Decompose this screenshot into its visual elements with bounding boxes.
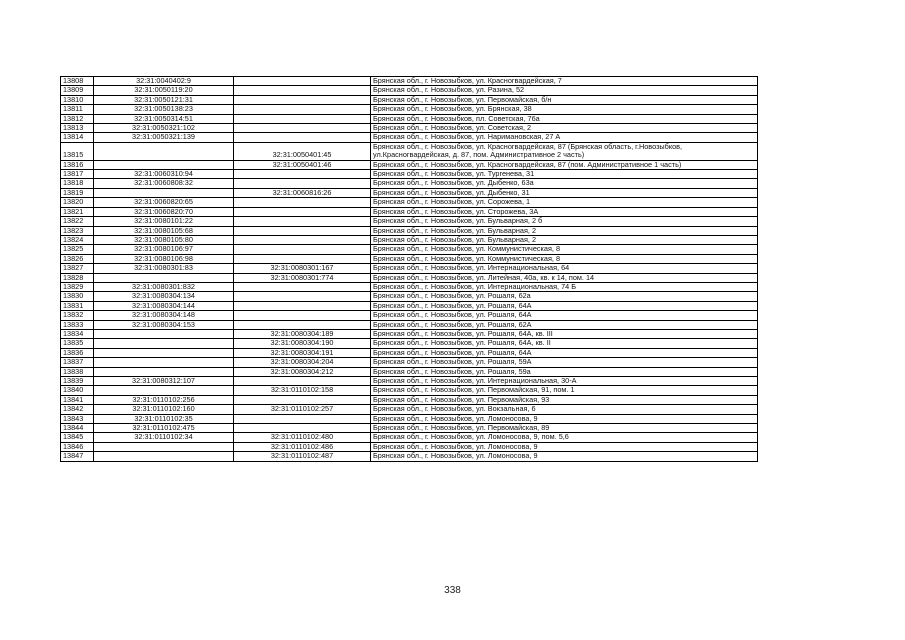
address-cell: Брянская обл., г. Новозыбков, ул. Рошаля, 64А bbox=[371, 311, 758, 320]
address-cell: Брянская обл., г. Новозыбков, ул. Литейная, 40а, кв. к 14, пом. 14 bbox=[371, 273, 758, 282]
cadastral-number-cell: 32:31:0040402:9 bbox=[94, 77, 234, 86]
address-cell: Брянская обл., г. Новозыбков, ул. Рошаля, 59А bbox=[371, 358, 758, 367]
address-cell: Брянская обл., г. Новозыбков, ул. Рошаля, 62а bbox=[371, 292, 758, 301]
cadastral-number-cell: 32:31:0110102:34 bbox=[94, 433, 234, 442]
cadastral-number-cell: 32:31:0050314:51 bbox=[94, 114, 234, 123]
table-row bbox=[61, 358, 758, 367]
address-cell: Брянская обл., г. Новозыбков, ул. Интернациональная, 30-А bbox=[371, 377, 758, 386]
address-cell: Брянская обл., г. Новозыбков, ул. Интернациональная, 64 bbox=[371, 264, 758, 273]
new-cadastral-number-cell: 32:31:0080304:189 bbox=[234, 329, 371, 338]
table-row bbox=[61, 301, 758, 310]
new-cadastral-number-cell bbox=[234, 217, 371, 226]
table-row bbox=[61, 348, 758, 357]
address-cell: Брянская обл., г. Новозыбков, ул. Сорожева, 1 bbox=[371, 198, 758, 207]
table-row bbox=[61, 217, 758, 226]
address-cell: Брянская обл., г. Новозыбков, ул. Бульварная, 2 bbox=[371, 235, 758, 244]
row-number-cell: 13817 bbox=[61, 170, 94, 179]
new-cadastral-number-cell bbox=[234, 226, 371, 235]
address-cell: Брянская обл., г. Новозыбков, ул. Красногвардейская, 87 (пом. Административное 1 часть) bbox=[371, 160, 758, 169]
row-number-cell: 13838 bbox=[61, 367, 94, 376]
row-number-cell: 13835 bbox=[61, 339, 94, 348]
cadastral-number-cell: 32:31:0050138:23 bbox=[94, 105, 234, 114]
new-cadastral-number-cell bbox=[234, 414, 371, 423]
cadastral-number-cell bbox=[94, 273, 234, 282]
table-row bbox=[61, 254, 758, 263]
row-number-cell: 13844 bbox=[61, 424, 94, 433]
new-cadastral-number-cell bbox=[234, 170, 371, 179]
new-cadastral-number-cell bbox=[234, 301, 371, 310]
address-cell: Брянская обл., г. Новозыбков, ул. Рошаля, 62А bbox=[371, 320, 758, 329]
address-cell: Брянская обл., г. Новозыбков, ул. Рошаля, 64А bbox=[371, 301, 758, 310]
table-row bbox=[61, 124, 758, 133]
row-number-cell: 13830 bbox=[61, 292, 94, 301]
row-number-cell: 13833 bbox=[61, 320, 94, 329]
address-cell: Брянская обл., г. Новозыбков, ул. Ломоносова, 9 bbox=[371, 442, 758, 451]
table-row bbox=[61, 377, 758, 386]
address-cell: Брянская обл., г. Новозыбков, ул. Первомайская, 89 bbox=[371, 424, 758, 433]
cadastral-number-cell: 32:31:0080101:22 bbox=[94, 217, 234, 226]
table-row bbox=[61, 320, 758, 329]
new-cadastral-number-cell: 32:31:0080304:212 bbox=[234, 367, 371, 376]
new-cadastral-number-cell bbox=[234, 320, 371, 329]
cadastral-number-cell: 32:31:0110102:256 bbox=[94, 395, 234, 404]
new-cadastral-number-cell: 32:31:0110102:480 bbox=[234, 433, 371, 442]
row-number-cell: 13841 bbox=[61, 395, 94, 404]
new-cadastral-number-cell: 32:31:0110102:257 bbox=[234, 405, 371, 414]
row-number-cell: 13825 bbox=[61, 245, 94, 254]
address-cell: Брянская обл., г. Новозыбков, ул. Коммунистическая, 8 bbox=[371, 254, 758, 263]
row-number-cell: 13810 bbox=[61, 95, 94, 104]
row-number-cell: 13843 bbox=[61, 414, 94, 423]
address-cell: Брянская обл., г. Новозыбков, ул. Сторожева, 3А bbox=[371, 207, 758, 216]
table-row bbox=[61, 273, 758, 282]
row-number-cell: 13808 bbox=[61, 77, 94, 86]
cadastral-number-cell: 32:31:0110102:475 bbox=[94, 424, 234, 433]
cadastral-number-cell: 32:31:0080312:107 bbox=[94, 377, 234, 386]
cadastral-number-cell bbox=[94, 339, 234, 348]
new-cadastral-number-cell: 32:31:0050401:45 bbox=[234, 142, 371, 160]
row-number-cell: 13842 bbox=[61, 405, 94, 414]
table-row bbox=[61, 367, 758, 376]
row-number-cell: 13813 bbox=[61, 124, 94, 133]
new-cadastral-number-cell bbox=[234, 114, 371, 123]
register-table-body bbox=[61, 77, 758, 462]
address-cell: Брянская обл., г. Новозыбков, ул. Рошаля, 59а bbox=[371, 367, 758, 376]
table-row bbox=[61, 198, 758, 207]
row-number-cell: 13840 bbox=[61, 386, 94, 395]
cadastral-number-cell: 32:31:0080301:832 bbox=[94, 282, 234, 291]
table-row bbox=[61, 264, 758, 273]
cadastral-number-cell bbox=[94, 452, 234, 461]
cadastral-number-cell bbox=[94, 367, 234, 376]
new-cadastral-number-cell: 32:31:0110102:487 bbox=[234, 452, 371, 461]
address-cell: Брянская обл., г. Новозыбков, ул. Интернациональная, 74 Б bbox=[371, 282, 758, 291]
new-cadastral-number-cell bbox=[234, 207, 371, 216]
table-row bbox=[61, 292, 758, 301]
address-cell: Брянская обл., г. Новозыбков, ул. Коммунистическая, 8 bbox=[371, 245, 758, 254]
row-number-cell: 13819 bbox=[61, 188, 94, 197]
row-number-cell: 13809 bbox=[61, 86, 94, 95]
row-number-cell: 13811 bbox=[61, 105, 94, 114]
new-cadastral-number-cell bbox=[234, 282, 371, 291]
table-row bbox=[61, 188, 758, 197]
table-row bbox=[61, 339, 758, 348]
address-cell: Брянская обл., г. Новозыбков, ул. Дыбенко, 63а bbox=[371, 179, 758, 188]
table-row bbox=[61, 170, 758, 179]
row-number-cell: 13822 bbox=[61, 217, 94, 226]
row-number-cell: 13812 bbox=[61, 114, 94, 123]
cadastral-number-cell: 32:31:0060820:70 bbox=[94, 207, 234, 216]
new-cadastral-number-cell: 32:31:0050401:46 bbox=[234, 160, 371, 169]
address-cell: Брянская обл., г. Новозыбков, ул. Первомайская, 93 bbox=[371, 395, 758, 404]
cadastral-number-cell: 32:31:0080304:148 bbox=[94, 311, 234, 320]
address-cell: Брянская обл., г. Новозыбков, ул. Бульварная, 2 б bbox=[371, 217, 758, 226]
address-cell: Брянская обл., г. Новозыбков, ул. Первомайская, б/н bbox=[371, 95, 758, 104]
address-cell: Брянская обл., г. Новозыбков, пл. Советская, 76а bbox=[371, 114, 758, 123]
new-cadastral-number-cell bbox=[234, 77, 371, 86]
row-number-cell: 13820 bbox=[61, 198, 94, 207]
row-number-cell: 13821 bbox=[61, 207, 94, 216]
new-cadastral-number-cell bbox=[234, 95, 371, 104]
row-number-cell: 13836 bbox=[61, 348, 94, 357]
table-row bbox=[61, 86, 758, 95]
cadastral-number-cell: 32:31:0080105:68 bbox=[94, 226, 234, 235]
address-cell: Брянская обл., г. Новозыбков, ул. Разина, 52 bbox=[371, 86, 758, 95]
new-cadastral-number-cell bbox=[234, 86, 371, 95]
cadastral-number-cell: 32:31:0060808:32 bbox=[94, 179, 234, 188]
table-row bbox=[61, 395, 758, 404]
address-cell: Брянская обл., г. Новозыбков, ул. Рошаля, 64А bbox=[371, 348, 758, 357]
row-number-cell: 13816 bbox=[61, 160, 94, 169]
table-row bbox=[61, 442, 758, 451]
page-number: 338 bbox=[444, 585, 461, 596]
cadastral-number-cell: 32:31:0080105:80 bbox=[94, 235, 234, 244]
row-number-cell: 13831 bbox=[61, 301, 94, 310]
row-number-cell: 13845 bbox=[61, 433, 94, 442]
new-cadastral-number-cell bbox=[234, 395, 371, 404]
address-cell: Брянская обл., г. Новозыбков, ул. Ломоносова, 9 bbox=[371, 452, 758, 461]
cadastral-number-cell bbox=[94, 160, 234, 169]
row-number-cell: 13829 bbox=[61, 282, 94, 291]
address-cell: Брянская обл., г. Новозыбков, ул. Дыбенко, 31 bbox=[371, 188, 758, 197]
new-cadastral-number-cell bbox=[234, 254, 371, 263]
address-cell: Брянская обл., г. Новозыбков, ул. Первомайская, 91, пом. 1 bbox=[371, 386, 758, 395]
table-row bbox=[61, 114, 758, 123]
property-register-table bbox=[60, 76, 758, 462]
table-row bbox=[61, 452, 758, 461]
new-cadastral-number-cell: 32:31:0080301:774 bbox=[234, 273, 371, 282]
row-number-cell: 13826 bbox=[61, 254, 94, 263]
new-cadastral-number-cell bbox=[234, 245, 371, 254]
address-cell: Брянская обл., г. Новозыбков, ул. Ломоносова, 9, пом. 5,6 bbox=[371, 433, 758, 442]
row-number-cell: 13837 bbox=[61, 358, 94, 367]
cadastral-number-cell: 32:31:0050119:20 bbox=[94, 86, 234, 95]
cadastral-number-cell bbox=[94, 188, 234, 197]
cadastral-number-cell: 32:31:0080106:98 bbox=[94, 254, 234, 263]
table-row bbox=[61, 179, 758, 188]
new-cadastral-number-cell bbox=[234, 124, 371, 133]
cadastral-number-cell bbox=[94, 386, 234, 395]
cadastral-number-cell: 32:31:0080304:134 bbox=[94, 292, 234, 301]
new-cadastral-number-cell bbox=[234, 424, 371, 433]
new-cadastral-number-cell bbox=[234, 133, 371, 142]
cadastral-number-cell: 32:31:0080304:153 bbox=[94, 320, 234, 329]
new-cadastral-number-cell bbox=[234, 235, 371, 244]
table-row bbox=[61, 160, 758, 169]
address-cell: Брянская обл., г. Новозыбков, ул. Красногвардейская, 87 (Брянская область, г.Новозыбков, ул.Красногвардейская, д. 87, пом. Административное 2 часть) bbox=[371, 142, 758, 160]
row-number-cell: 13832 bbox=[61, 311, 94, 320]
cadastral-number-cell bbox=[94, 329, 234, 338]
address-cell: Брянская обл., г. Новозыбков, ул. Брянская, 38 bbox=[371, 105, 758, 114]
table-row bbox=[61, 235, 758, 244]
table-row bbox=[61, 424, 758, 433]
cadastral-number-cell: 32:31:0050321:102 bbox=[94, 124, 234, 133]
new-cadastral-number-cell bbox=[234, 311, 371, 320]
new-cadastral-number-cell: 32:31:0080301:167 bbox=[234, 264, 371, 273]
row-number-cell: 13824 bbox=[61, 235, 94, 244]
table-row bbox=[61, 245, 758, 254]
new-cadastral-number-cell bbox=[234, 377, 371, 386]
table-row bbox=[61, 329, 758, 338]
row-number-cell: 13828 bbox=[61, 273, 94, 282]
table-row bbox=[61, 77, 758, 86]
address-cell: Брянская обл., г. Новозыбков, ул. Ломоносова, 9 bbox=[371, 414, 758, 423]
cadastral-number-cell bbox=[94, 348, 234, 357]
address-cell: Брянская обл., г. Новозыбков, ул. Рошаля, 64А, кв. II bbox=[371, 339, 758, 348]
row-number-cell: 13814 bbox=[61, 133, 94, 142]
cadastral-number-cell: 32:31:0050321:139 bbox=[94, 133, 234, 142]
table-row bbox=[61, 414, 758, 423]
cadastral-number-cell bbox=[94, 142, 234, 160]
row-number-cell: 13818 bbox=[61, 179, 94, 188]
new-cadastral-number-cell: 32:31:0080304:191 bbox=[234, 348, 371, 357]
row-number-cell: 13823 bbox=[61, 226, 94, 235]
new-cadastral-number-cell: 32:31:0060816:26 bbox=[234, 188, 371, 197]
table-row bbox=[61, 142, 758, 160]
cadastral-number-cell: 32:31:0080301:83 bbox=[94, 264, 234, 273]
cadastral-number-cell: 32:31:0110102:35 bbox=[94, 414, 234, 423]
row-number-cell: 13847 bbox=[61, 452, 94, 461]
table-row bbox=[61, 282, 758, 291]
table-row bbox=[61, 95, 758, 104]
row-number-cell: 13815 bbox=[61, 142, 94, 160]
new-cadastral-number-cell bbox=[234, 179, 371, 188]
address-cell: Брянская обл., г. Новозыбков, ул. Красногвардейская, 7 bbox=[371, 77, 758, 86]
table-row bbox=[61, 386, 758, 395]
cadastral-number-cell: 32:31:0060820:65 bbox=[94, 198, 234, 207]
address-cell: Брянская обл., г. Новозыбков, ул. Бульварная, 2 bbox=[371, 226, 758, 235]
new-cadastral-number-cell: 32:31:0080304:204 bbox=[234, 358, 371, 367]
new-cadastral-number-cell bbox=[234, 198, 371, 207]
table-row bbox=[61, 226, 758, 235]
new-cadastral-number-cell: 32:31:0110102:158 bbox=[234, 386, 371, 395]
cadastral-number-cell: 32:31:0110102:160 bbox=[94, 405, 234, 414]
row-number-cell: 13846 bbox=[61, 442, 94, 451]
cadastral-number-cell bbox=[94, 358, 234, 367]
address-cell: Брянская обл., г. Новозыбков, ул. Рошаля, 64А, кв. III bbox=[371, 329, 758, 338]
new-cadastral-number-cell bbox=[234, 292, 371, 301]
table-row bbox=[61, 105, 758, 114]
cadastral-number-cell: 32:31:0080106:97 bbox=[94, 245, 234, 254]
row-number-cell: 13827 bbox=[61, 264, 94, 273]
table-row bbox=[61, 133, 758, 142]
table-row bbox=[61, 311, 758, 320]
address-cell: Брянская обл., г. Новозыбков, ул. Вокзальная, 6 bbox=[371, 405, 758, 414]
cadastral-number-cell: 32:31:0050121:31 bbox=[94, 95, 234, 104]
table-row bbox=[61, 207, 758, 216]
address-cell: Брянская обл., г. Новозыбков, ул. Тургенева, 31 bbox=[371, 170, 758, 179]
table-row bbox=[61, 433, 758, 442]
row-number-cell: 13839 bbox=[61, 377, 94, 386]
cadastral-number-cell bbox=[94, 442, 234, 451]
table-row bbox=[61, 405, 758, 414]
address-cell: Брянская обл., г. Новозыбков, ул. Наримановская, 27 А bbox=[371, 133, 758, 142]
new-cadastral-number-cell: 32:31:0080304:190 bbox=[234, 339, 371, 348]
cadastral-number-cell: 32:31:0060310:94 bbox=[94, 170, 234, 179]
cadastral-number-cell: 32:31:0080304:144 bbox=[94, 301, 234, 310]
address-cell: Брянская обл., г. Новозыбков, ул. Советская, 2 bbox=[371, 124, 758, 133]
new-cadastral-number-cell bbox=[234, 105, 371, 114]
new-cadastral-number-cell: 32:31:0110102:486 bbox=[234, 442, 371, 451]
row-number-cell: 13834 bbox=[61, 329, 94, 338]
